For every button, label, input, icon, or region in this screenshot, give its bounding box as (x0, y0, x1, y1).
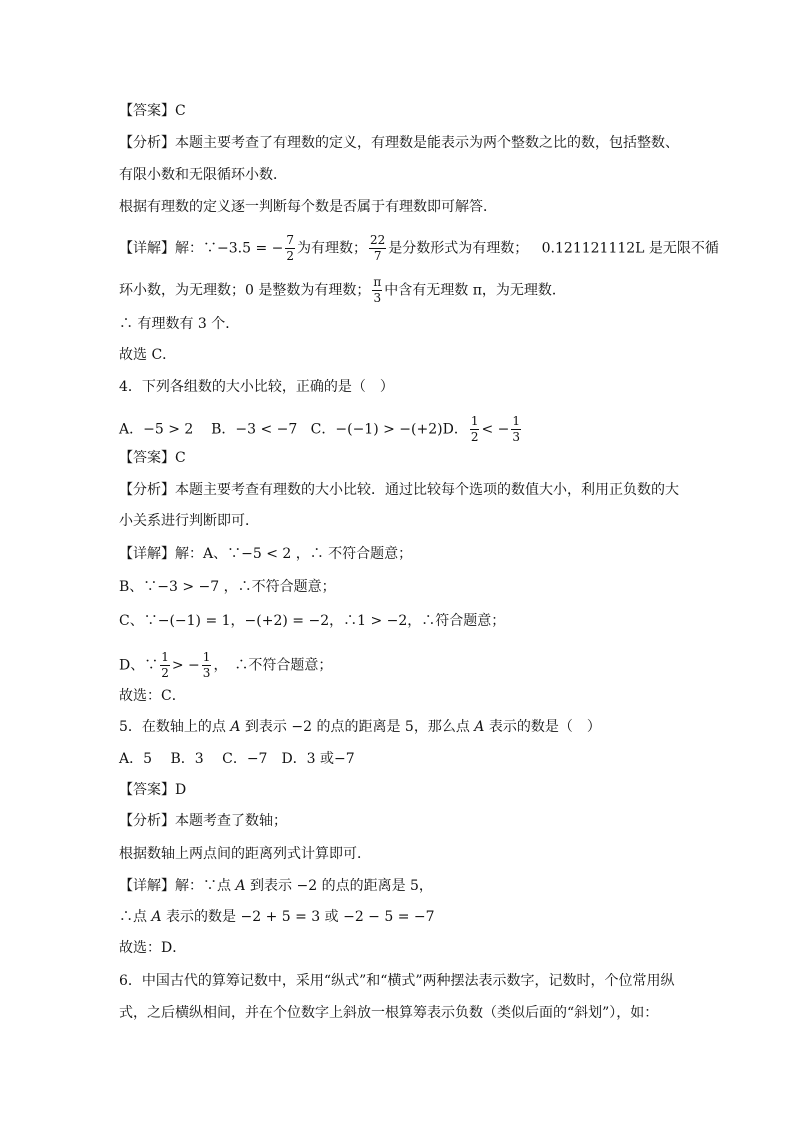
detail-text: 【详解】解：∵点 (119, 878, 236, 894)
option-d-label: D． (442, 421, 468, 438)
fraction-1-2 (470, 414, 480, 445)
q4-detail-line-4 (119, 650, 332, 681)
q5-detail-line-1 (119, 877, 433, 895)
detail-text: ∴点 (119, 909, 152, 925)
fraction-1-3 (202, 650, 212, 681)
q4-stem: 4．下列各组数的大小比较，正确的是（ ） (119, 379, 394, 395)
q4-answer: 【答案】C (119, 450, 186, 466)
detail-text: 表示的数是 −2 + 5 = 3 或 −2 − 5 = −7 (161, 909, 435, 925)
option-a: A．−5 > 2 (119, 421, 194, 438)
q4-detail-line-2: B、∵−3 > −7 ，∴不符合题意； (119, 579, 336, 595)
q3-choose: 故选 C． (119, 347, 177, 363)
variable-a: A (230, 719, 241, 735)
q4-analysis-line-2: 小关系进行判断即可． (119, 513, 259, 529)
q5-choose: 故选：D． (119, 940, 187, 956)
fraction-numerator: 1 (470, 414, 479, 428)
detail-text: 到表示 −2 的点的距离是 5， (245, 878, 433, 894)
q4-analysis-line-1: 【分析】本题主要考查有理数的大小比较．通过比较每个选项的数值大小，利用正负数的大 (119, 482, 679, 498)
q5-options: A．5 B．3 C．−7 D．3 或−7 (119, 751, 355, 767)
fraction-denominator: 2 (161, 666, 169, 680)
fraction-numerator: π (373, 275, 382, 289)
q5-analysis-line-2: 根据数轴上两点间的距离列式计算即可． (119, 846, 371, 862)
fraction-denominator: 3 (512, 430, 521, 444)
fraction-1-3 (511, 414, 521, 445)
fraction-numerator: 22 (370, 233, 386, 247)
fraction-numerator: 1 (202, 650, 211, 664)
variable-a: A (474, 719, 485, 735)
detail-text: 是分数形式为有理数； (388, 240, 529, 257)
fraction-numerator: 1 (512, 414, 521, 428)
detail-text: 是无限不循 (648, 240, 719, 257)
fraction-numerator: 7 (286, 233, 294, 247)
q4-options (119, 414, 523, 445)
fraction-7-2 (285, 233, 295, 264)
detail-text: D、∵ (119, 657, 159, 674)
detail-label: 【详解】解： (119, 240, 203, 257)
decimal-number: 0.121121112L (541, 240, 645, 257)
fraction-pi-3 (372, 275, 382, 306)
fraction-denominator: 2 (470, 430, 479, 444)
math-expression: ∵−3.5 = − (203, 240, 284, 257)
fraction-denominator: 2 (286, 249, 294, 263)
q5-answer: 【答案】D (119, 782, 187, 798)
variable-a: A (151, 909, 162, 925)
stem-text: 5．在数轴上的点 (119, 719, 231, 735)
q3-detail-line-2 (119, 275, 566, 306)
detail-text: 环小数，为无理数；0 是整数为有理数； (119, 282, 371, 299)
q4-choose: 故选：C． (119, 688, 186, 704)
fraction-22-7 (369, 233, 386, 264)
stem-text: 到表示 −2 的点的距离是 5，那么点 (240, 719, 475, 735)
detail-text: ， ∴不符合题意； (213, 657, 333, 674)
q3-analysis-line-1: 【分析】本题主要考查了有理数的定义，有理数是能表示为两个整数之比的数，包括整数、 (119, 135, 679, 151)
q5-stem (119, 718, 601, 736)
detail-text: 中含有无理数 π，为无理数． (384, 282, 566, 299)
stem-text: 表示的数是（ ） (484, 719, 601, 735)
q4-detail-line-1: 【详解】解：A、∵−5 < 2 ，∴ 不符合题意； (119, 546, 413, 562)
q3-answer: 【答案】C (119, 103, 186, 119)
q5-detail-line-2 (119, 908, 435, 926)
q3-conclusion: ∴ 有理数有 3 个． (119, 316, 240, 332)
fraction-numerator: 1 (161, 650, 169, 664)
q3-analysis-line-2: 有限小数和无限循环小数． (119, 167, 287, 183)
fraction-1-2 (160, 650, 170, 681)
q6-stem-line-2: 式，之后横纵相间，并在个位数字上斜放一根算筹表示负数（类似后面的“斜划”），如： (119, 1005, 659, 1021)
detail-text: 为有理数； (297, 240, 367, 257)
q5-analysis-line-1: 【分析】本题考查了数轴； (119, 813, 287, 829)
q3-detail-line-1 (119, 233, 719, 264)
variable-a: A (235, 878, 246, 894)
fraction-denominator: 3 (373, 291, 382, 305)
fraction-denominator: 3 (202, 666, 211, 680)
q6-stem-line-1: 6．中国古代的算筹记数中，采用“纵式”和“横式”两种摆法表示数字，记数时，个位常用纵 (119, 973, 675, 989)
math-expression: < − (481, 421, 510, 438)
math-expression: > − (171, 657, 200, 674)
q4-detail-line-3: C、∵−(−1) = 1，−(+2) = −2，∴1 > −2，∴符合题意； (119, 613, 506, 629)
fraction-denominator: 7 (373, 249, 382, 263)
q3-analysis-line-3: 根据有理数的定义逐一判断每个数是否属于有理数即可解答． (119, 199, 497, 215)
option-b: B．−3 < −7 (211, 421, 298, 438)
option-c: C．−(−1) > −(+2) (310, 421, 443, 438)
